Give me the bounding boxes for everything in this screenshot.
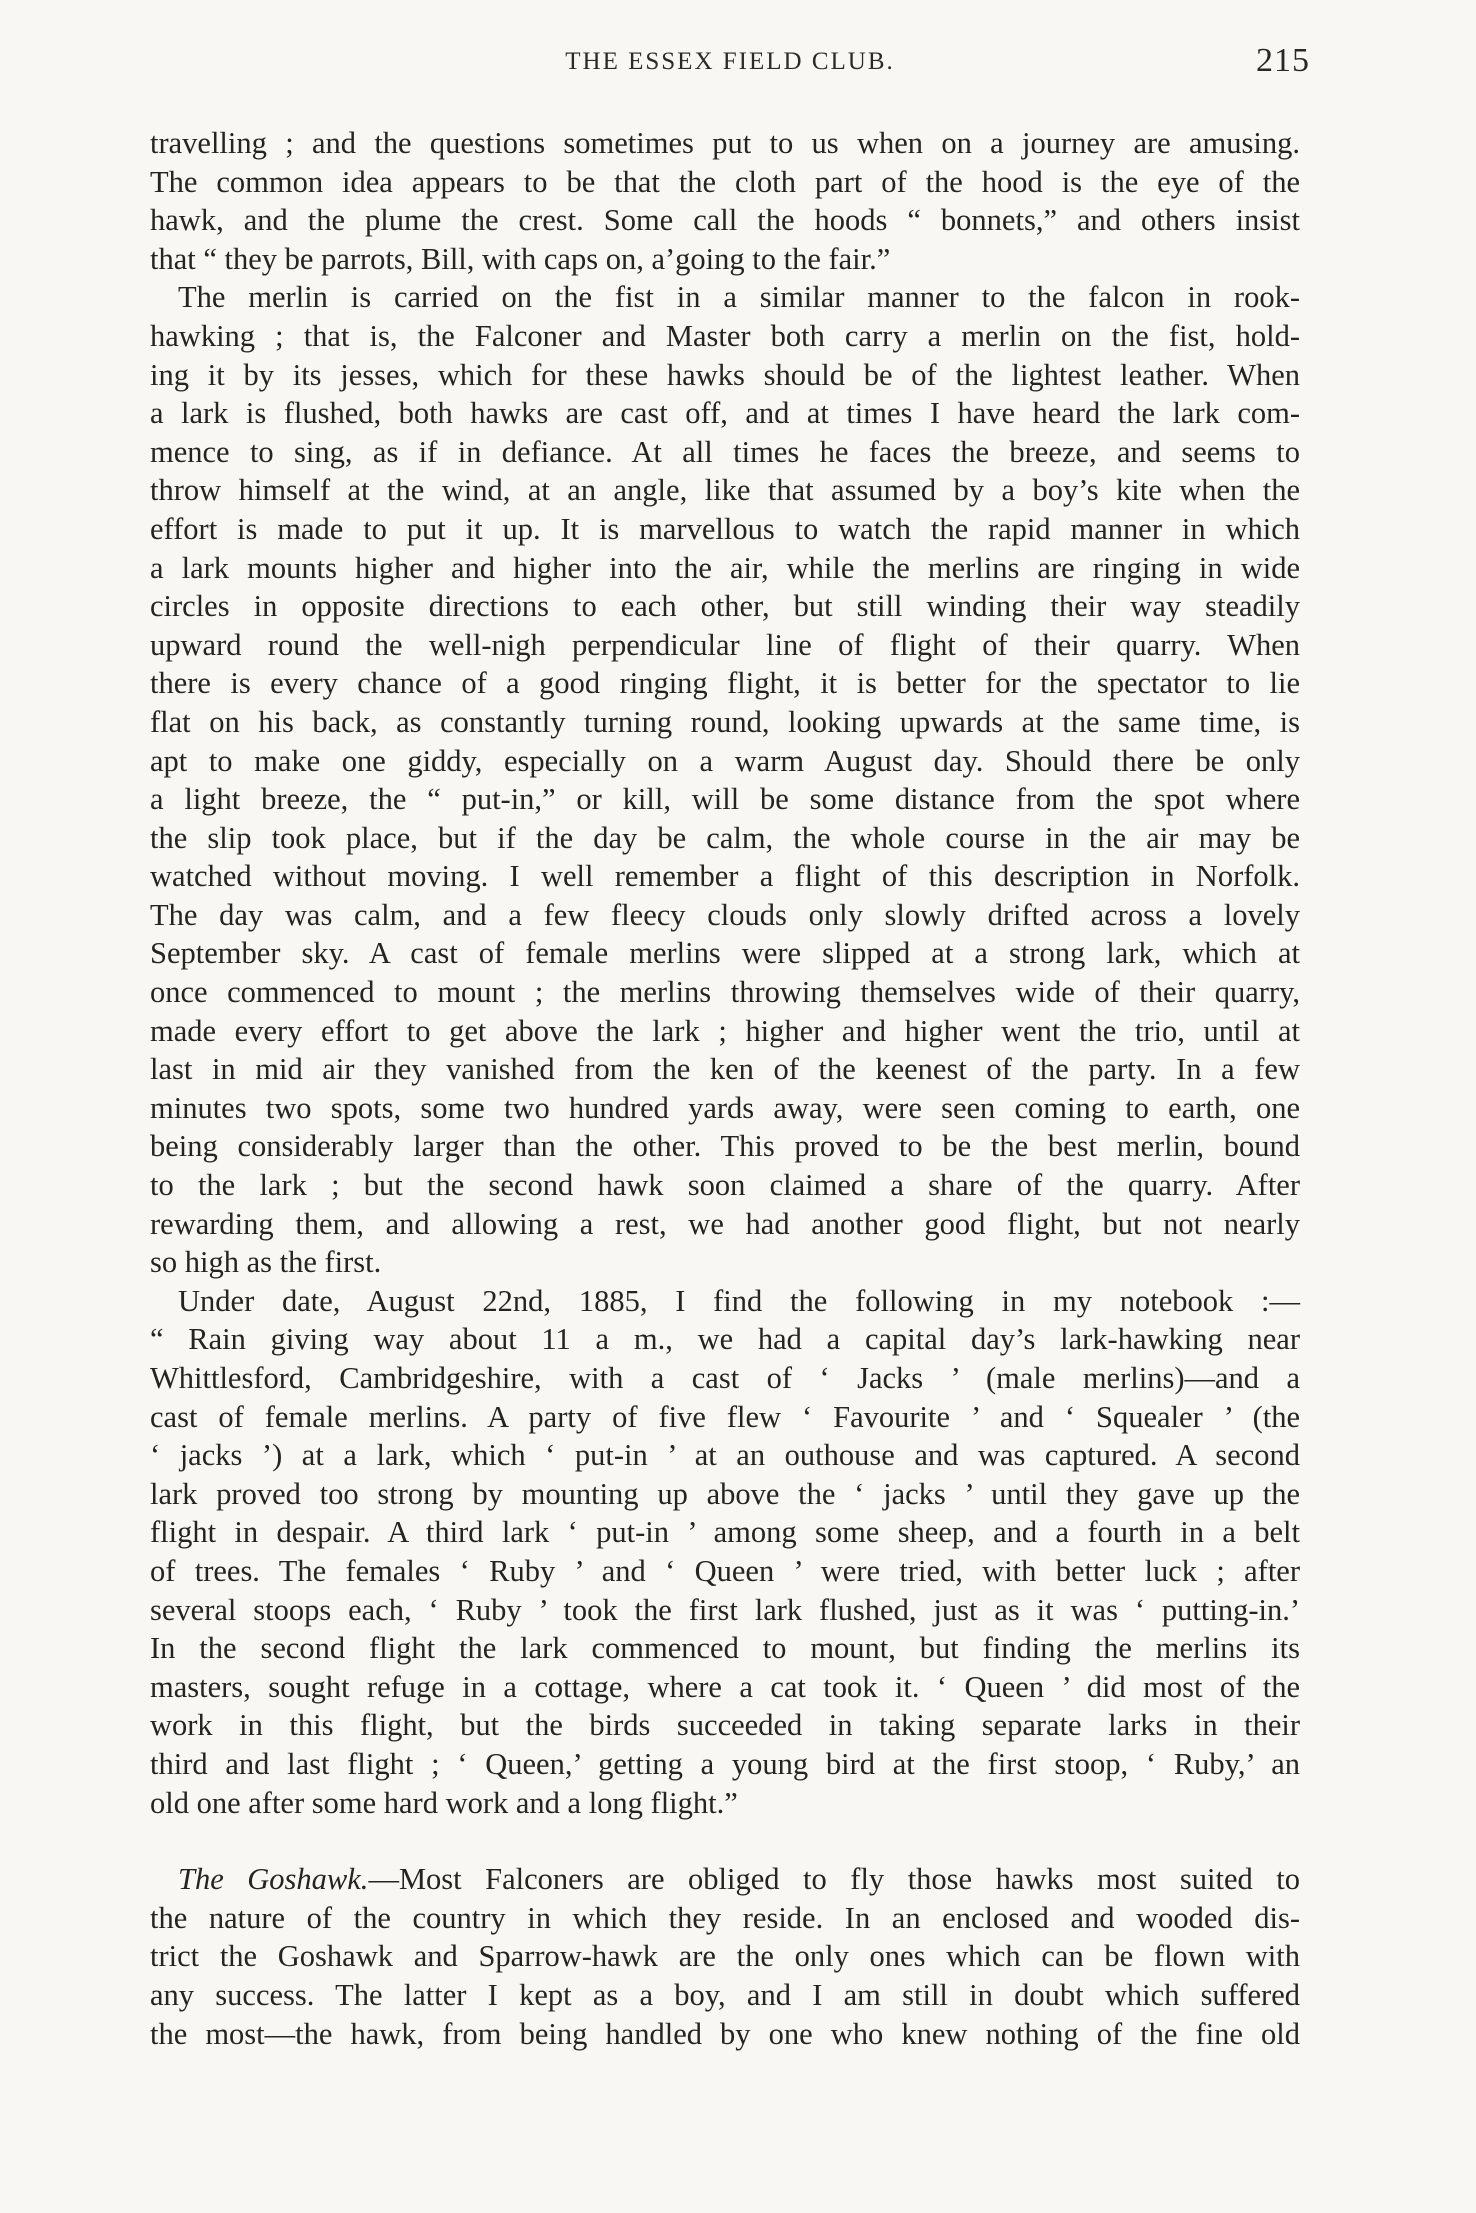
text-line — [150, 1860, 1300, 1899]
text-line: apt to make one giddy, especially on a warm August day. Should there be only — [150, 743, 1300, 778]
running-title: THE ESSEX FIELD CLUB. — [565, 48, 895, 75]
body-text — [150, 124, 1300, 2053]
text-line: The merlin is carried on the fist in a similar manner to the falcon in rook- — [178, 280, 1300, 315]
text-line: third and last flight ; ‘ Queen,’ getting a young bird at the first stoop, ‘ Ruby,’ an — [150, 1746, 1300, 1781]
text-line: being considerably larger than the other. This proved to be the best merlin, bound — [150, 1129, 1300, 1164]
text-line: there is every chance of a good ringing flight, it is better for the spectator to lie — [150, 666, 1300, 701]
text-line: effort is made to put it up. It is marvellous to watch the rapid manner in which — [150, 511, 1300, 546]
text-line: Whittlesford, Cambridgeshire, with a cast of ‘ Jacks ’ (male merlins)—and a — [150, 1361, 1300, 1395]
text-line: lark proved too strong by mounting up above the ‘ jacks ’ until they gave up the — [150, 1476, 1300, 1511]
text-line: cast of female merlins. A party of five flew ‘ Favourite ’ and ‘ Squealer ’ (the — [150, 1399, 1300, 1434]
paragraph-2 — [150, 278, 1300, 1281]
text-line: rewarding them, and allowing a rest, we had another good flight, but not nearly — [150, 1206, 1300, 1241]
paragraph-4 — [150, 1860, 1300, 2053]
text-line: mence to sing, as if in defiance. At all times he faces the breeze, and seems to — [150, 434, 1300, 469]
text-line: minutes two spots, some two hundred yards away, were seen coming to earth, one — [150, 1090, 1300, 1125]
text-line: The day was calm, and a few fleecy clouds only slowly drifted across a lovely — [150, 897, 1300, 932]
text-line: work in this flight, but the birds succeeded in taking separate larks in their — [150, 1708, 1300, 1743]
text-line: to the lark ; but the second hawk soon claimed a share of the quarry. After — [150, 1168, 1300, 1203]
text-line: travelling ; and the questions sometimes put to us when on a journey are amusing. — [150, 126, 1300, 160]
text-line: several stoops each, ‘ Ruby ’ took the first lark flushed, just as it was ‘ putting-in.’ — [150, 1592, 1300, 1627]
text-line: of trees. The females ‘ Ruby ’ and ‘ Queen ’ were tried, with better luck ; after — [150, 1553, 1300, 1588]
text-line: last in mid air they vanished from the ken of the keenest of the party. In a few — [150, 1052, 1300, 1087]
section-heading: The Goshawk. — [178, 1862, 369, 1897]
text-line: the most—the hawk, from being handled by one who knew nothing of the fine old — [150, 2016, 1300, 2051]
page-number: 215 — [1256, 42, 1310, 79]
text-line: In the second flight the lark commenced to mount, but finding the merlins its — [150, 1631, 1300, 1666]
text-line: made every effort to get above the lark ; higher and higher went the trio, until at — [150, 1013, 1300, 1048]
text-line: The common idea appears to be that the cloth part of the hood is the eye of the — [150, 164, 1300, 199]
text-line: ing it by its jesses, which for these hawks should be of the lightest leather. When — [150, 357, 1300, 392]
text-line: a light breeze, the “ put-in,” or kill, will be some distance from the spot where — [150, 782, 1300, 817]
text-line: trict the Goshawk and Sparrow-hawk are the only ones which can be flown with — [150, 1939, 1300, 1974]
text-line: hawking ; that is, the Falconer and Master both carry a merlin on the fist, hold- — [150, 318, 1300, 353]
text-line: once commenced to mount ; the merlins throwing themselves wide of their quarry, — [150, 975, 1300, 1010]
text-line: “ Rain giving way about 11 a m., we had a capital day’s lark-hawking near — [150, 1322, 1300, 1357]
text-line: masters, sought refuge in a cottage, where a cat took it. ‘ Queen ’ did most of the — [150, 1669, 1300, 1704]
text-line: so high as the first. — [150, 1245, 382, 1280]
text-line: September sky. A cast of female merlins were slipped at a strong lark, which at — [150, 936, 1300, 971]
text-line: Under date, August 22nd, 1885, I find the following in my notebook :— — [178, 1283, 1300, 1318]
text-line: the slip took place, but if the day be calm, the whole course in the air may be — [150, 820, 1300, 855]
text-line: upward round the well-nigh perpendicular line of flight of their quarry. When — [150, 627, 1300, 662]
text-line: a lark is flushed, both hawks are cast off, and at times I have heard the lark com- — [150, 396, 1300, 431]
running-head — [150, 42, 1310, 86]
text-line: old one after some hard work and a long flight.” — [150, 1785, 738, 1820]
text-line: a lark mounts higher and higher into the air, while the merlins are ringing in wide — [150, 550, 1300, 585]
text-line: circles in opposite directions to each other, but still winding their way steadily — [150, 589, 1300, 624]
paragraph-1 — [150, 124, 1300, 278]
text-line: ‘ jacks ’) at a lark, which ‘ put-in ’ at an outhouse and was captured. A second — [150, 1438, 1300, 1473]
text-line: that “ they be parrots, Bill, with caps on, a’going to the fair.” — [150, 241, 891, 276]
text-line: flat on his back, as constantly turning round, looking upwards at the same time, is — [150, 704, 1300, 739]
text-line: flight in despair. A third lark ‘ put-in ’ among some sheep, and a fourth in a belt — [150, 1515, 1300, 1550]
text-line: watched without moving. I well remember a flight of this description in Norfolk. — [150, 859, 1300, 894]
text-line: the nature of the country in which they reside. In an enclosed and wooded dis- — [150, 1900, 1300, 1935]
text-line: throw himself at the wind, at an angle, like that assumed by a boy’s kite when the — [150, 473, 1300, 508]
text-run: —Most Falconers are obliged to fly those hawks most suited to — [368, 1862, 1300, 1897]
text-line: any success. The latter I kept as a boy, and I am still in doubt which suffered — [150, 1977, 1300, 2012]
paragraph-3 — [150, 1282, 1300, 1822]
text-line: hawk, and the plume the crest. Some call the hoods “ bonnets,” and others insist — [150, 203, 1300, 238]
